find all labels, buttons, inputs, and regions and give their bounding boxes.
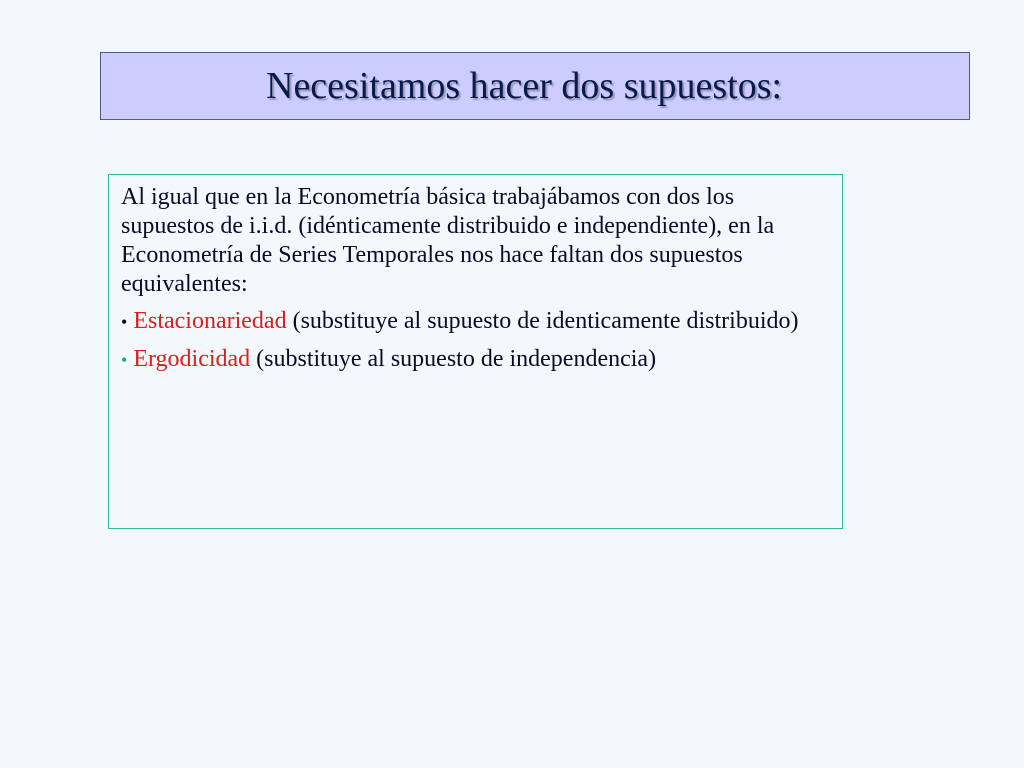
- bullet-item-estacionariedad: [121, 307, 830, 337]
- bullet-icon: •: [121, 312, 128, 332]
- bullet-icon: •: [121, 350, 128, 370]
- bullet-term: Estacionariedad: [133, 308, 287, 334]
- content-box: [108, 174, 843, 529]
- bullet-term: Ergodicidad: [133, 346, 251, 372]
- bullet-item-ergodicidad: [121, 345, 830, 375]
- bullet-description: (substituye al supuesto de identicamente distribuido): [286, 308, 799, 334]
- intro-paragraph: Al igual que en la Econometría básica trabajábamos con dos los supuestos de i.i.d. (idénticamente distribuido e independiente), en la Econometría de Series Temporales nos hace faltan dos supuestos equivalentes:: [121, 184, 775, 297]
- slide-title: Necesitamos hacer dos supuestos:: [266, 65, 783, 107]
- bullet-description: (substituye al supuesto de independencia): [250, 346, 657, 372]
- title-box: [100, 52, 970, 120]
